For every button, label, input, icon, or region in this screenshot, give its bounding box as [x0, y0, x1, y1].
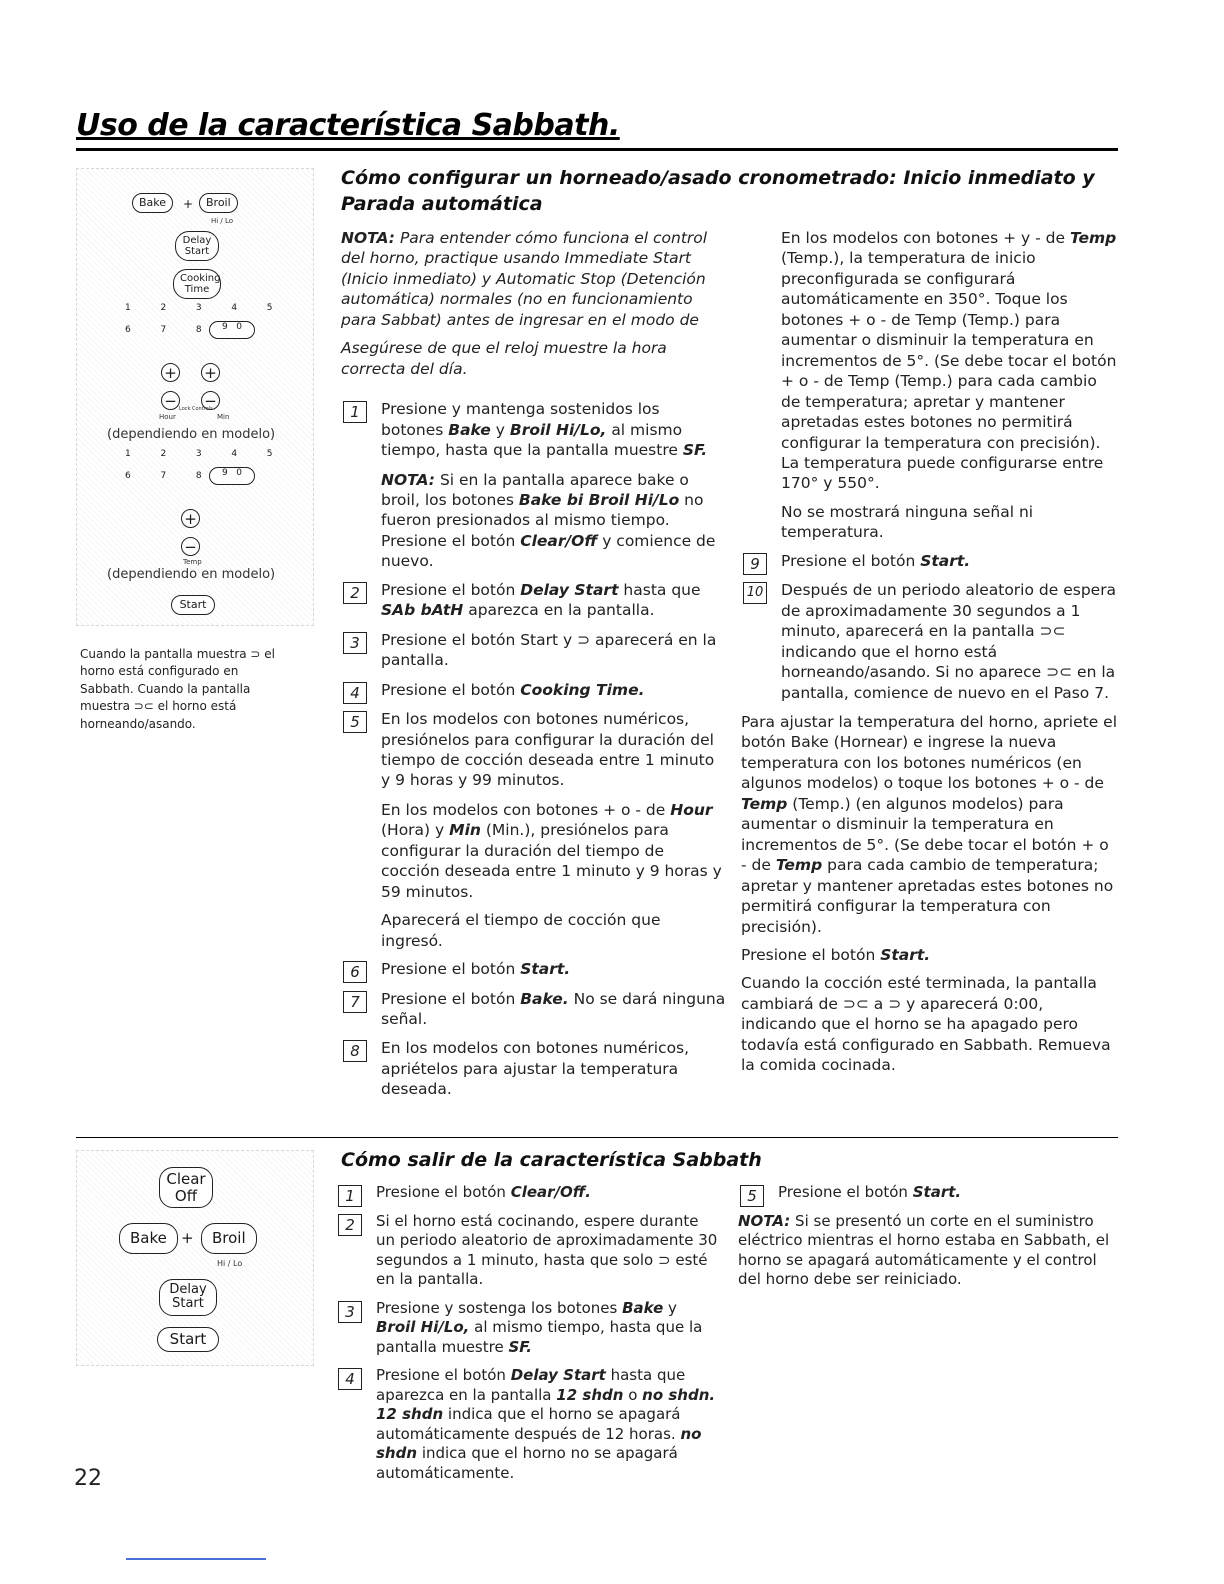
digit-9: 9 — [221, 468, 228, 478]
plus-circle-icon: + — [201, 363, 220, 382]
step-number: 9 — [743, 553, 767, 575]
sabbath-display-caption: Cuando la pantalla muestra ⊃ el horno está configurado en Sabbath. Cuando la pantalla muestra ⊃⊂ el horno está horneando/asando. — [80, 647, 276, 731]
hilo-label: Hi / Lo — [217, 1259, 243, 1268]
step-text-bold: Delay Start — [510, 1366, 606, 1384]
note-label: NOTA: — [341, 229, 396, 247]
page-title: Uso de la característica Sabbath. — [76, 108, 620, 143]
step-text-bold: SAb bAtH — [381, 601, 464, 620]
step-text: En los modelos con botones numéricos, presiónelos para configurar la duración del tiempo de cocción deseada entre 1 minuto y 9 horas y 99 minutos. — [381, 710, 715, 790]
step-number: 7 — [343, 991, 367, 1013]
footer-rule — [126, 1558, 266, 1560]
section-heading-exit-sabbath: Cómo salir de la característica Sabbath — [341, 1149, 762, 1171]
bake-key: Bake — [119, 1223, 178, 1254]
step-text: al mismo tiempo, hasta que la pantalla muestre — [376, 1318, 703, 1356]
step-5-alt — [341, 800, 726, 902]
broil-key: Broil — [199, 193, 238, 213]
step-text: Presione el botón Start y ⊃ aparecerá en la pantalla. — [381, 630, 717, 670]
step-8 — [341, 1038, 726, 1099]
note-label: NOTA: — [738, 1211, 791, 1230]
step-text: hasta que aparezca en la pantalla — [376, 1366, 686, 1404]
digit-0: 0 — [236, 322, 243, 332]
step-text: al mismo tiempo, hasta que la pantalla muestre — [381, 420, 683, 460]
exit-step-4 — [336, 1366, 721, 1483]
step-number: 1 — [338, 1185, 362, 1207]
step-text-bold: Bake — [448, 420, 491, 439]
text: (Temp.) (en algunos modelos) para aumentar o disminuir la temperatura en incrementos de 5°. (Se debe tocar el botón + o - de — [741, 794, 1109, 875]
min-label: Min — [217, 413, 230, 421]
text-bold: Temp — [1069, 229, 1117, 247]
step-text: Si el horno está cocinando, espere durante un periodo aleatorio de aproximadamente 30 segundos a 1 minuto, hasta que solo ⊃ esté en la pantalla. — [376, 1211, 718, 1288]
step-number: 3 — [343, 632, 367, 654]
step-text: Presione el botón — [381, 960, 516, 979]
bake-key: Bake — [132, 193, 173, 213]
step-5 — [341, 709, 726, 791]
note-label: NOTA: — [381, 470, 436, 489]
step-text: Presione el botón — [781, 551, 916, 570]
step-text: o — [628, 1385, 638, 1404]
step-text-bold: Min — [449, 821, 481, 840]
text: Para ajustar la temperatura del horno, apriete el botón Bake (Hornear) e ingrese la nueva temperatura con los botones numéricos (en algunos modelos) o toque los botones + o - de — [741, 712, 1118, 793]
step-7 — [341, 989, 726, 1030]
minus-circle-icon: − — [161, 391, 180, 410]
step-text: Presione el botón — [381, 580, 516, 599]
plus-sign: + — [183, 197, 194, 211]
adjust-temp-info — [741, 712, 1119, 937]
step-text: indica que el horno no se apagará automáticamente. — [376, 1444, 678, 1482]
note-text-bold: Clear/Off — [520, 531, 598, 550]
section1-right-column — [741, 228, 1119, 1084]
step-3 — [341, 630, 726, 671]
step-text: No se dará ninguna señal. — [381, 989, 726, 1028]
step-1 — [341, 399, 726, 460]
step-number: 1 — [343, 401, 367, 423]
section2-right-column — [738, 1183, 1118, 1298]
step-2 — [341, 580, 726, 621]
exit-sabbath-illustration — [76, 1150, 314, 1366]
step-text-bold: no shdn — [376, 1424, 702, 1462]
step-number: 6 — [343, 961, 367, 983]
note-text: y comience de nuevo. — [381, 531, 716, 571]
delay-start-key: Delay Start — [159, 1279, 217, 1316]
exit-step-5 — [738, 1183, 1118, 1203]
step-text: En los modelos con botones numéricos, apriételos para ajustar la temperatura deseada. — [381, 1039, 690, 1099]
minus-circle-icon: − — [201, 391, 220, 410]
power-outage-note — [738, 1212, 1118, 1290]
plus-circle-icon: + — [161, 363, 180, 382]
step-text: aparezca en la pantalla. — [468, 601, 655, 620]
step-text-bold: Start. — [520, 960, 571, 979]
step-number: 2 — [343, 582, 367, 604]
step-number: 3 — [338, 1301, 362, 1323]
section-heading-timed-bake: Cómo configurar un horneado/asado cronometrado: Inicio inmediato y Parada automática — [341, 167, 1095, 215]
note — [341, 228, 726, 330]
step-text-bold: Bake — [622, 1298, 664, 1317]
exit-step-1 — [336, 1183, 721, 1203]
step-text: Presione el botón — [376, 1366, 506, 1384]
press-start-info — [741, 945, 1119, 965]
clear-off-key: Clear Off — [159, 1167, 213, 1208]
start-key: Start — [171, 595, 215, 615]
note-text: no fueron presionados al mismo tiempo. Presione el botón — [381, 490, 704, 550]
plus-sign: + — [181, 1229, 194, 1247]
step-text: y — [495, 420, 505, 439]
digit-row-2: 6 7 8 — [125, 471, 202, 481]
step-text: Presione el botón — [381, 989, 516, 1008]
step-text: (Min.), presiónelos para configurar la duración del tiempo de cocción deseada entre 1 minuto y 9 horas y 59 minutos. — [381, 821, 722, 901]
step-number: 8 — [343, 1040, 367, 1062]
text: Presione el botón — [741, 945, 876, 964]
note-text-bold: Bake bi Broil Hi/Lo — [518, 490, 680, 509]
start-key: Start — [157, 1327, 219, 1352]
no-signal-info: No se mostrará ninguna señal ni temperatura. — [781, 502, 1034, 542]
step-number: 10 — [743, 582, 767, 604]
step-number: 4 — [338, 1368, 362, 1390]
step-text-bold: Bake. — [520, 989, 569, 1008]
depending-on-model-label: (dependiendo en modelo) — [107, 427, 276, 442]
page-number: 22 — [74, 1466, 102, 1491]
step-text: En los modelos con botones + o - de — [381, 800, 666, 819]
control-panel-illustration — [76, 168, 314, 626]
delay-start-key: Delay Start — [175, 231, 219, 261]
digit-9-0-key — [209, 467, 255, 485]
step-number: 5 — [343, 711, 367, 733]
text: para cada cambio de temperatura; apretar y mantener apretadas estes botones no permitirá configurar la temperatura con precisión). — [741, 856, 1114, 936]
exit-step-3 — [336, 1299, 721, 1358]
step-text: hasta que — [623, 580, 701, 599]
step-4 — [341, 680, 726, 700]
exit-step-2 — [336, 1212, 721, 1290]
step-text-bold: SF. — [508, 1337, 532, 1356]
step-number: 4 — [343, 682, 367, 704]
note-text: Si en la pantalla aparece bake o broil, los botones — [381, 470, 689, 509]
hilo-label: Hi / Lo — [211, 217, 234, 225]
lock-label: Lock Controls — [179, 406, 213, 412]
depending-on-model-label: (dependiendo en modelo) — [107, 567, 276, 582]
step-10 — [741, 580, 1119, 703]
digit-0: 0 — [236, 468, 243, 478]
step-text: y — [668, 1298, 677, 1317]
step-text-bold: Broil Hi/Lo, — [509, 420, 607, 439]
text-bold: Start. — [880, 945, 931, 964]
note-clock: Asegúrese de que el reloj muestre la hora correcta del día. — [341, 339, 667, 378]
step-text-bold: 12 shdn — [556, 1385, 624, 1404]
step-6 — [341, 959, 726, 982]
hour-label: Hour — [159, 413, 176, 421]
step-text-bold: Hour — [670, 800, 713, 819]
cooking-done-info: Cuando la cocción esté terminada, la pantalla cambiará de ⊃⊂ a ⊃ y aparecerá 0:00, indicando que el horno se ha apagado pero todavía está configurado en Sabbath. Remueva la comida cocinada. — [741, 974, 1111, 1075]
digit-row-1: 1 2 3 4 5 — [125, 303, 273, 313]
step-text-bold: SF. — [682, 441, 708, 460]
step-text: Presione y sostenga los botones — [376, 1298, 618, 1317]
note-text: Si se presentó un corte en el suministro eléctrico mientras el horno estaba en Sabbath, el horno se apagará automáticamente y el control del horno debe ser reiniciado. — [738, 1211, 1110, 1288]
step-text-bold: Start. — [920, 551, 971, 570]
title-rule — [76, 148, 1118, 151]
step-text: (Hora) y — [381, 821, 445, 840]
step-text: Presione el botón — [376, 1183, 506, 1201]
broil-key: Broil — [201, 1223, 257, 1254]
step-text-bold: Start. — [912, 1183, 962, 1201]
temp-buttons-info — [741, 228, 1119, 494]
step-text: Presione el botón — [381, 680, 516, 699]
digit-9-0-key — [209, 321, 255, 339]
section2-left-column — [336, 1183, 721, 1492]
minus-circle-icon: − — [181, 537, 200, 556]
step-5-result: Aparecerá el tiempo de cocción que ingresó. — [381, 911, 661, 950]
step-text-bold: Delay Start — [520, 580, 619, 599]
step-text: Presione y mantenga sostenidos los botones — [381, 400, 660, 439]
step-1-note — [341, 470, 726, 572]
step-text-bold: Clear/Off. — [510, 1183, 591, 1201]
note-text: Para entender cómo funciona el control del horno, practique usando Immediate Start (Inicio inmediato) y Automatic Stop (Detención automática) normales (no en funcionamiento para Sabbat) antes de ingresar en el modo de — [341, 229, 708, 329]
section1-left-column — [341, 228, 726, 1109]
step-number: 5 — [740, 1185, 764, 1207]
step-text: Presione el botón — [778, 1183, 908, 1201]
digit-row-2: 6 7 8 — [125, 325, 202, 335]
step-text-bold: Cooking Time. — [520, 680, 645, 699]
digit-row-1: 1 2 3 4 5 — [125, 449, 273, 459]
digit-9: 9 — [221, 322, 228, 332]
text: (Temp.), la temperatura de inicio preconfigurada se configurará automáticamente en 350°. Toque los botones + o - de Temp (Temp.) para aumentar o disminuir la temperatura en incrementos de 5°. (Se debe tocar el botón + o - de Temp (Temp.) para cada cambio de temperatura; apretar y mantener apretadas estes botones no permitirá configurar la temperatura con precisión). La temperatura puede configurarse entre 170° y 550°. — [781, 249, 1117, 493]
cooking-time-key: Cooking Time — [173, 269, 221, 299]
step-text-bold: Broil Hi/Lo, — [376, 1318, 470, 1336]
step-text-bold: no shdn. 12 shdn — [376, 1385, 716, 1423]
text-bold: Temp — [775, 856, 823, 875]
section-divider — [76, 1137, 1118, 1138]
step-text: indica que el horno se apagará automáticamente después de 12 horas. — [376, 1405, 681, 1443]
plus-circle-icon: + — [181, 509, 200, 528]
text-bold: Temp — [741, 794, 788, 813]
step-text: Después de un periodo aleatorio de espera de aproximadamente 30 segundos a 1 minuto, aparecerá en la pantalla ⊃⊂ indicando que el horno está horneando/asando. Si no aparece ⊃⊂ en la pantalla, comience de nuevo en el Paso 7. — [781, 581, 1117, 702]
text: En los modelos con botones + y - de — [781, 229, 1065, 247]
temp-label: Temp — [183, 558, 202, 566]
step-number: 2 — [338, 1214, 362, 1236]
step-9 — [741, 551, 1119, 571]
